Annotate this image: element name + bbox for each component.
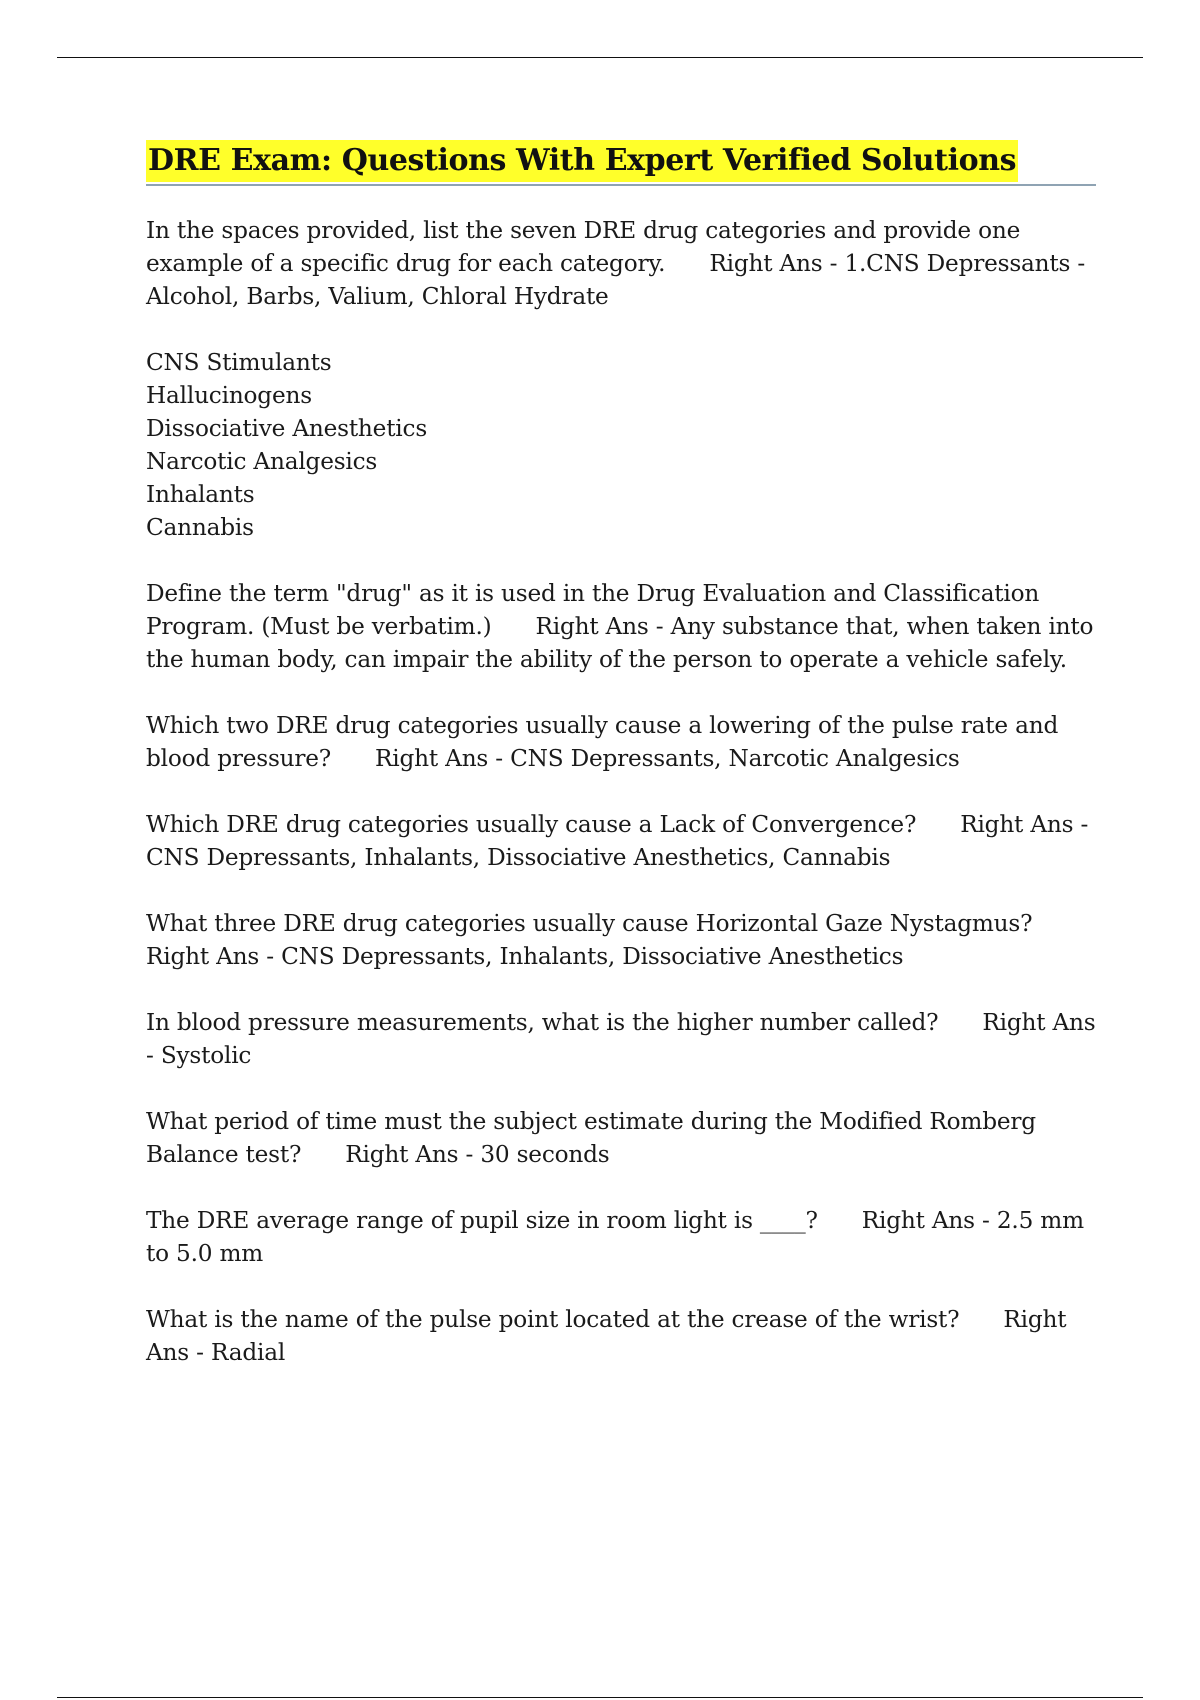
question-text: Define the term "drug" as it is used in the Drug Evaluation and Classification Program. (Must be verbatim.) [146, 580, 1040, 640]
document-title: DRE Exam: Questions With Expert Verified Solutions [146, 140, 1018, 182]
question-text: In blood pressure measurements, what is the higher number called? [146, 1009, 939, 1036]
qa-item [146, 709, 1096, 775]
question-text: Which two DRE drug categories usually cause a lowering of the pulse rate and blood pressure? [146, 712, 1059, 772]
answer-text: CNS Depressants, Narcotic Analgesics [510, 745, 960, 772]
answer-text: 1.CNS Depressants - Alcohol, Barbs, Valium, Chloral Hydrate [146, 250, 1086, 310]
answer-prefix: Right Ans - [146, 1306, 1067, 1366]
list-item: Dissociative Anesthetics [146, 415, 428, 442]
answer-prefix: Right Ans - [146, 1009, 1096, 1069]
bottom-rule [57, 1697, 1143, 1698]
answer-prefix: Right Ans - [709, 250, 845, 277]
answer-text: Systolic [160, 1042, 252, 1069]
qa-item [146, 907, 1096, 973]
answer-prefix: Right Ans - [960, 811, 1089, 838]
top-rule [57, 57, 1143, 58]
qa-item [146, 214, 1096, 313]
list-item: Cannabis [146, 514, 254, 541]
list-item: Hallucinogens [146, 382, 312, 409]
answer-text: 30 seconds [480, 1141, 610, 1168]
answer-prefix: Right Ans - [375, 745, 511, 772]
answer-prefix: Right Ans - [345, 1141, 481, 1168]
qa-item [146, 577, 1096, 676]
answer-prefix: Right Ans - [861, 1207, 997, 1234]
answer-text: 2.5 mm to 5.0 mm [146, 1207, 1084, 1267]
qa-item [146, 808, 1096, 874]
question-text: What period of time must the subject estimate during the Modified Romberg Balance test? [146, 1108, 1036, 1168]
answer-text: Any substance that, when taken into the human body, can impair the ability of the person to operate a vehicle safely. [146, 613, 1094, 673]
question-text: What is the name of the pulse point located at the crease of the wrist? [146, 1306, 960, 1333]
answer-text: CNS Depressants, Inhalants, Dissociative Anesthetics, Cannabis [146, 844, 891, 871]
question-text: In the spaces provided, list the seven DRE drug categories and provide one example of a specific drug for each category. [146, 217, 1021, 277]
answer-text: Radial [210, 1339, 286, 1366]
question-text: Which DRE drug categories usually cause a Lack of Convergence? [146, 811, 917, 838]
list-item: Inhalants [146, 481, 255, 508]
question-text: What three DRE drug categories usually cause Horizontal Gaze Nystagmus? [146, 910, 1033, 937]
qa-item [146, 1303, 1096, 1369]
answer-prefix: Right Ans - [146, 943, 282, 970]
list-item: CNS Stimulants [146, 349, 332, 376]
title-block [146, 140, 1096, 186]
category-list [146, 346, 1096, 544]
qa-item [146, 1204, 1096, 1270]
qa-item [146, 1006, 1096, 1072]
question-text: The DRE average range of pupil size in room light is ____? [146, 1207, 818, 1234]
document-body [146, 140, 1096, 1402]
list-item: Narcotic Analgesics [146, 448, 378, 475]
qa-item [146, 1105, 1096, 1171]
answer-prefix: Right Ans - [535, 613, 671, 640]
answer-text: CNS Depressants, Inhalants, Dissociative Anesthetics [281, 943, 904, 970]
